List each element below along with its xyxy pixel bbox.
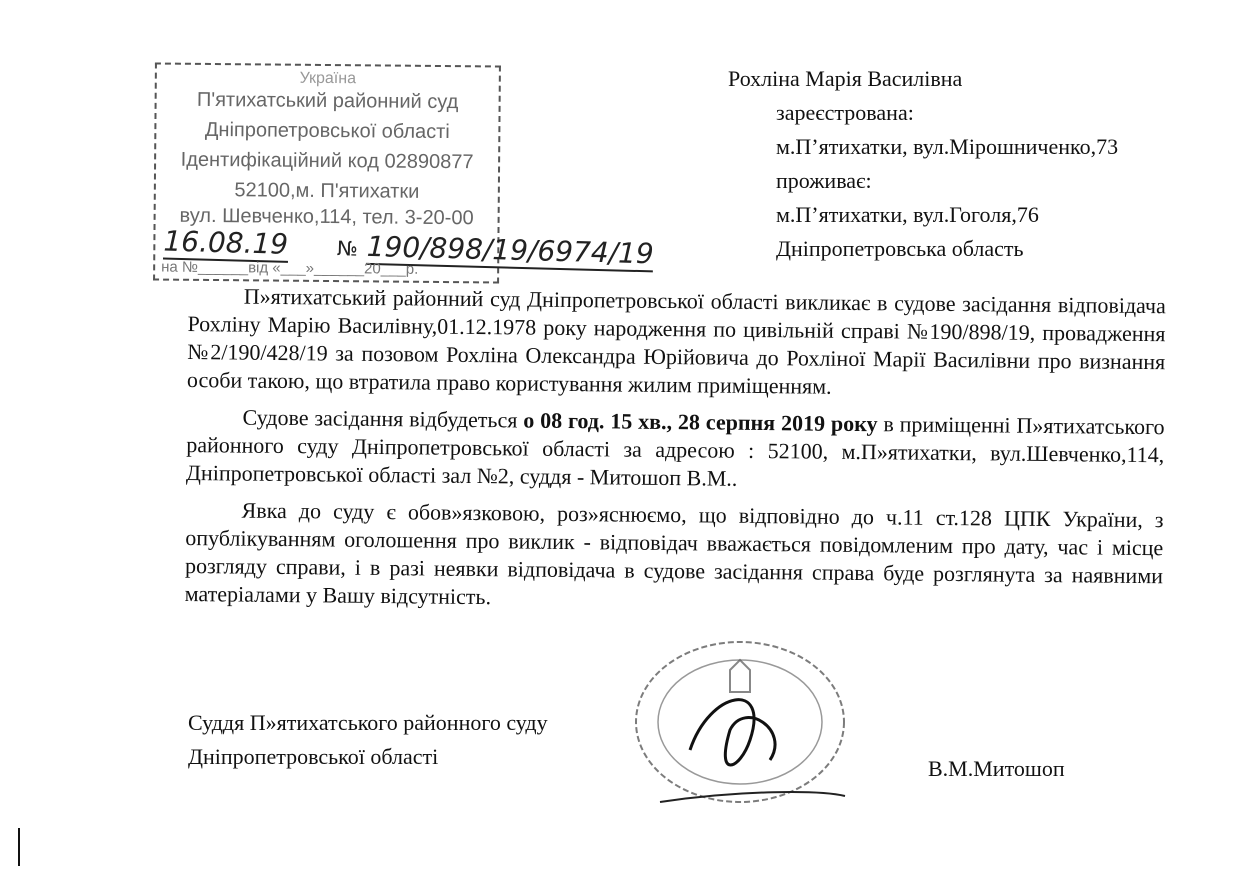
registered-address: м.П’ятихатки, вул.Мірошниченко,73 <box>776 134 1119 159</box>
seal-graphic <box>620 630 850 810</box>
round-seal <box>620 630 850 810</box>
court-stamp <box>153 62 655 283</box>
number-prefix: № <box>336 236 359 261</box>
paragraph-attendance: Явка до суду є обов»язковою, роз»яснюємо, що відповідно до ч.11 ст.128 ЦПК України, з опублікуванням оголошення про виклик - відповідач вважається повідомленим про дату, час і місце розгляду справи, і в разі неявки відповідача в судове засідання справа буде розглянута за наявними матеріалами у Вашу відсутність. <box>184 497 1164 610</box>
addressee-region: Дніпропетровська область <box>776 236 1024 261</box>
addressee-name: Рохліна Марія Василівна <box>728 66 963 91</box>
addressee-block <box>728 62 1118 266</box>
handwritten-number: 190/898/19/6974/19 <box>366 229 655 271</box>
resides-address: м.П’ятихатки, вул.Гоголя,76 <box>776 202 1039 227</box>
position-line-2: Дніпропетровської області <box>188 744 439 769</box>
resides-label: проживає: <box>776 168 872 193</box>
stamp-country: Україна <box>299 69 357 88</box>
stamp-court-name: П'ятихатський районний суд <box>196 88 459 114</box>
signature-name: В.М.Митошоп <box>928 756 1065 781</box>
stamp-postal: 52100,м. П'ятихатки <box>234 179 420 203</box>
position-line-1: Суддя П»ятихатського районного суду <box>188 710 548 735</box>
signature-position <box>188 706 548 774</box>
paragraph-hearing <box>186 403 1165 497</box>
hearing-datetime: о 08 год. 15 хв., 28 серпня 2019 року <box>523 407 878 437</box>
registered-label: зареєстрована: <box>776 100 914 125</box>
stamp-id-code: Ідентифікаційний код 02890877 <box>180 148 474 174</box>
hearing-intro: Судове засідання відбудеться <box>242 404 518 433</box>
stamp-street: вул. Шевченко,114, тел. 3-20-00 <box>179 204 474 230</box>
hearing-location: в приміщенні П»ятихатського районного суду Дніпропетровської області за адресою : 52100, м.П»ятихатки, вул.Шевченко,114, Дніпропетровської області зал №2, суддя - Митошоп В.М.. <box>185 411 1165 491</box>
stamp-reference-line: на №______від «___»______20___р. <box>161 258 419 278</box>
stamp-region: Дніпропетровської області <box>204 118 450 144</box>
paragraph-summons: П»ятихатський районний суд Дніпропетровської області викликає в судове засідання відповідача Рохліну Марію Василівну,01.12.1978 року народження по цивільній справі №190/898/19, провадження №2/190/428/19 за позовом Рохліна Олександра Юрійовича до Рохліної Марії Василівни про визнання особи такою, що втратила право користування жилим приміщенням. <box>186 283 1166 399</box>
handwritten-date: 16.08.19 <box>163 224 289 261</box>
summons-body <box>184 282 1165 627</box>
margin-mark <box>18 828 20 866</box>
